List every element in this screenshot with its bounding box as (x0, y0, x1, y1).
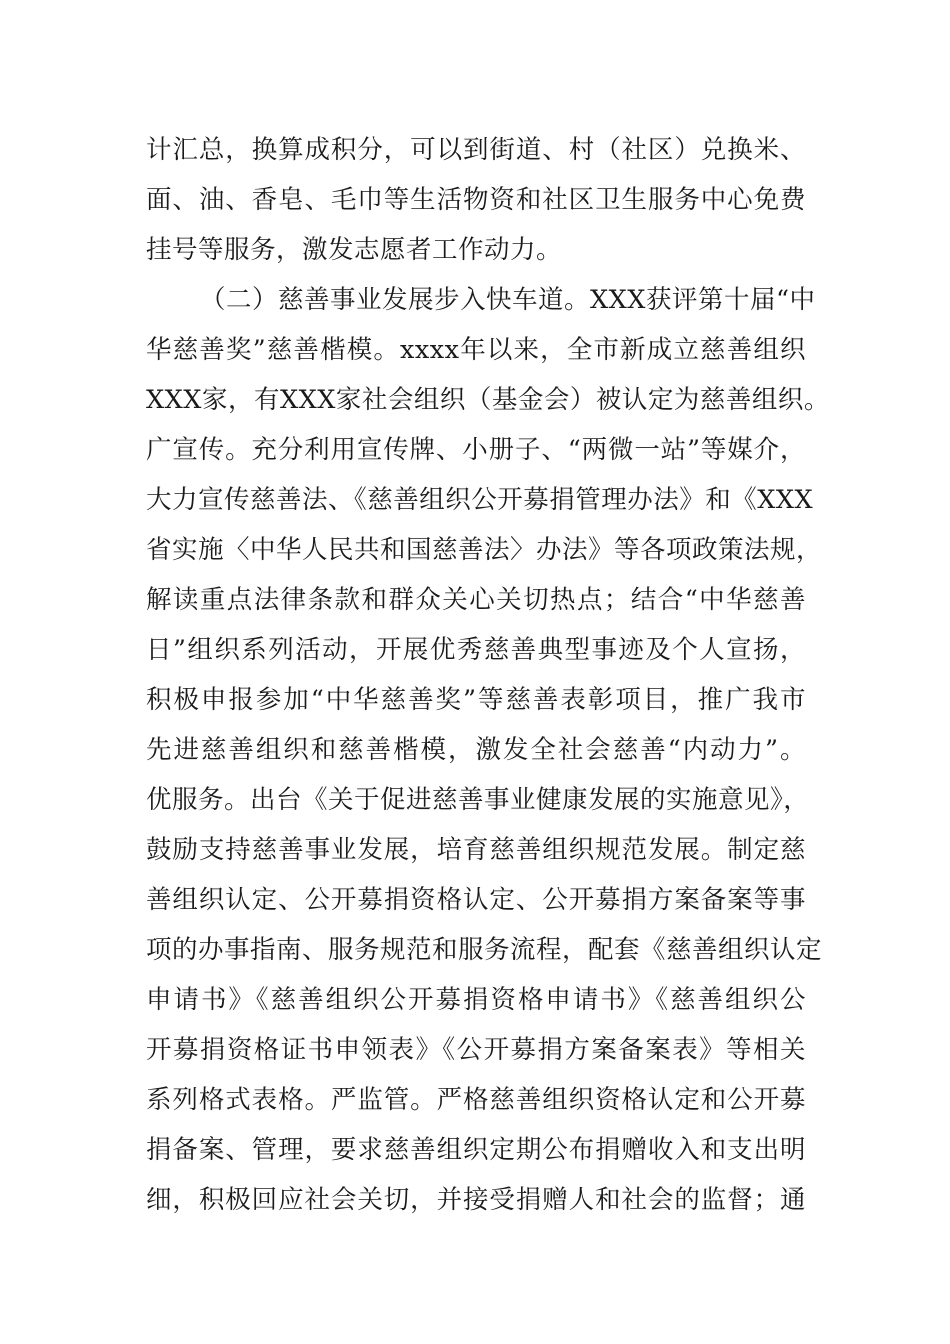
text-line-19: 开募捐资格证书申领表》《公开募捐方案备案表》等相关 (146, 1035, 806, 1065)
text-line-11: 日”组织系列活动，开展优秀慈善典型事迹及个人宣扬， (146, 635, 806, 665)
text-line-3: 挂号等服务，激发志愿者工作动力。 (146, 235, 563, 265)
text-line-18: 申请书》《慈善组织公开募捐资格申请书》《慈善组织公 (146, 985, 806, 1015)
text-line-20: 系列格式表格。严监管。严格慈善组织资格认定和公开募 (146, 1085, 806, 1115)
text-line-16: 善组织认定、公开募捐资格认定、公开募捐方案备案等事 (146, 885, 806, 915)
text-line-17: 项的办事指南、服务规范和服务流程，配套《慈善组织认定 (146, 935, 823, 965)
text-line-6: XXX家，有XXX家社会组织（基金会）被认定为慈善组织。 (146, 385, 830, 415)
text-line-13: 先进慈善组织和慈善楷模，激发全社会慈善“内动力”。 (146, 735, 806, 765)
text-line-8: 大力宣传慈善法、《慈善组织公开募捐管理办法》和《XXX (146, 485, 814, 515)
paragraph-heading-line: （二）慈善事业发展步入快车道。XXX获评第十届“中 (200, 285, 816, 315)
text-line-2: 面、油、香皂、毛巾等生活物资和社区卫生服务中心免费 (146, 185, 806, 215)
text-line-10: 解读重点法律条款和群众关心关切热点；结合“中华慈善 (146, 585, 806, 615)
text-line-21: 捐备案、管理，要求慈善组织定期公布捐赠收入和支出明 (146, 1135, 806, 1165)
text-line-7: 广宣传。充分利用宣传牌、小册子、“两微一站”等媒介， (146, 435, 806, 465)
text-line-12: 积极申报参加“中华慈善奖”等慈善表彰项目，推广我市 (146, 685, 806, 715)
text-line-1: 计汇总，换算成积分，可以到街道、村（社区）兑换米、 (146, 135, 806, 165)
text-line-14: 优服务。出台《关于促进慈善事业健康发展的实施意见》， (146, 785, 810, 815)
text-line-22: 细，积极回应社会关切，并接受捐赠人和社会的监督；通 (146, 1185, 806, 1215)
text-line-5: 华慈善奖”慈善楷模。xxxx年以来，全市新成立慈善组织 (146, 335, 806, 365)
text-line-9: 省实施〈中华人民共和国慈善法〉办法》等各项政策法规， (146, 535, 823, 565)
text-line-15: 鼓励支持慈善事业发展，培育慈善组织规范发展。制定慈 (146, 835, 806, 865)
